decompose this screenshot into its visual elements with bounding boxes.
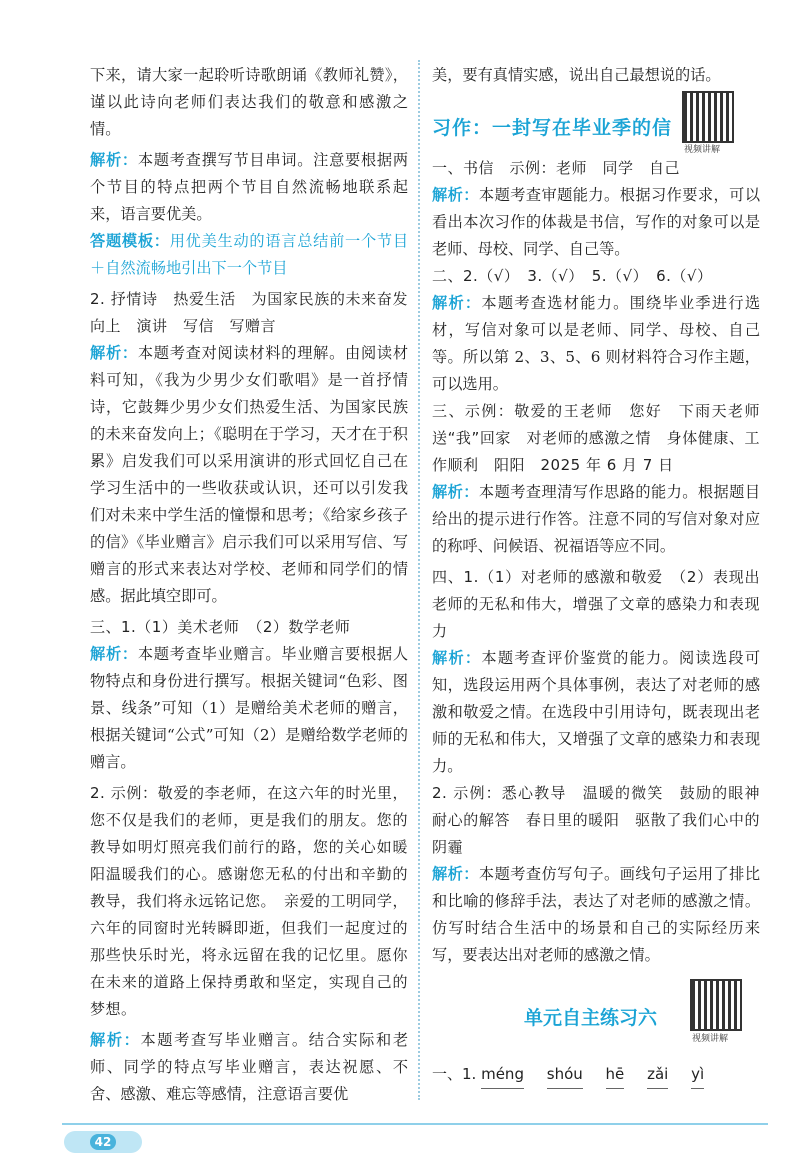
answer-4-2: 2. 示例：悉心教导 温暖的微笑 鼓励的眼神 耐心的解答 春日里的暖阳 驱散了我们心中的阴霾 [432,784,776,856]
page-number-badge [64,1131,142,1153]
answer-2: 二、2.（√） 3.（√） 5.（√） 6.（√） [432,267,713,285]
analysis-3: 解析：本题考查理清写作思路的能力。根据题目给出的提示进行作答。注意不同的写信对象对应的称呼、问候语、祝福语等应不同。 [432,483,760,555]
analysis-label: 解析： [90,151,138,169]
pinyin-line [432,1061,760,1089]
qr-code-icon[interactable] [690,979,742,1031]
analysis-4: 解析：本题考查评价鉴赏的能力。阅读选段可知，选段运用两个具体事例，表达了对老师的感激和敬爱之情。在选段中引用诗句，既表现出老师的无私和伟大，又增强了文章的感染力和表现力。 [432,649,761,775]
footer-line [62,1123,768,1125]
analysis-5: 解析：本题考查仿写句子。画线句子运用了排比和比喻的修辞手法，表达了对老师的感激之情。仿写时结合生活中的场景和自己的实际经历来写，要表达出对老师的感激之情。 [432,865,760,964]
left-column [90,62,408,1108]
qr-caption: 视频讲解 [692,1034,729,1044]
pinyin-prefix: 一、1. [432,1065,477,1083]
page-number: 42 [90,1134,117,1150]
template-label: 答题模板： [90,232,170,250]
section-title: 习作：一封写在毕业季的信 [432,117,673,139]
qr-code-icon[interactable] [682,91,734,143]
section-header [432,89,760,155]
pinyin-item: méng [481,1061,524,1089]
answer-4-1: 四、1.（1）对老师的感激和敬爱 （2）表现出老师的无私和伟大，增强了文章的感染力和表现力 [432,568,760,640]
analysis-2: 解析：本题考查选材能力。围绕毕业季进行选材，写信对象可以是老师、同学、母校、自己等。所以第 2、3、5、6 则材料符合习作主题，可以选用。 [432,294,761,393]
analysis-3: 解析：本题考查毕业赠言。毕业赠言要根据人物特点和身份进行撰写。根据关键词“色彩、图景、线条”可知（1）是赠给美术老师的赠言，根据关键词“公式”可知（2）是赠给数学老师的赠言。 [90,645,408,771]
pinyin-item: shóu [547,1061,583,1089]
answer-3-1: 三、1.（1）美术老师 （2）数学老师 [90,618,351,636]
answer-2: 2. 抒情诗 热爱生活 为国家民族的未来奋发向上 演讲 写信 写赠言 [90,290,408,335]
answer-template: 答题模板：用优美生动的语言总结前一个节目＋自然流畅地引出下一个节目 [90,232,408,277]
paragraph: 美，要有真情实感，说出自己最想说的话。 [432,66,721,84]
answer-1: 一、书信 示例：老师 同学 自己 [432,159,681,177]
unit-header [432,969,760,1061]
answer-3-2: 2. 示例：敬爱的李老师，在这六年的时光里，您不仅是我们的老师，更是我们的朋友。您的教导如明灯照亮我们前行的路，您的关心如暖阳温暖我们的心。感谢您无私的付出和辛勤的教导，我们将永远铭记您。 亲爱的工明同学，六年的同窗时光转瞬即逝，但我们一起度过的那些快乐时光，将永远留在我的记忆里。愿你在未来的道路上保持勇敢和坚定，实现自己的梦想。 [90,784,409,1018]
answer-3: 三、示例：敬爱的王老师 您好 下雨天老师送“我”回家 对老师的感激之情 身体健康、工作顺利 阳阳 2025 年 6 月 7 日 [432,402,760,474]
pinyin-item: zǎi [647,1061,668,1089]
pinyin-item: yì [691,1061,704,1089]
paragraph: 下来，请大家一起聆听诗歌朗诵《教师礼赞》，谨以此诗向老师们表达我们的敬意和感激之情。 [90,66,408,138]
unit-title: 单元自主练习六 [524,1007,658,1029]
pinyin-item: hē [606,1061,625,1089]
analysis-4: 解析：本题考查写毕业赠言。结合实际和老师、同学的特点写毕业赠言，表达祝愿、不舍、感激、难忘等感情，注意语言要优 [90,1031,409,1103]
right-column [432,62,776,1089]
qr-caption: 视频讲解 [684,145,721,155]
column-divider [418,60,420,1100]
analysis-1: 解析：本题考查审题能力。根据习作要求，可以看出本次习作的体裁是书信，写作的对象可以是老师、母校、同学、自己等。 [432,186,760,258]
analysis-1: 解析：本题考查撰写节目串词。注意要根据两个节目的特点把两个节目自然流畅地联系起来，语言要优美。 [90,151,408,223]
analysis-2: 解析：本题考查对阅读材料的理解。由阅读材料可知，《我为少男少女们歌唱》是一首抒情诗，它鼓舞少男少女们热爱生活、为国家民族的未来奋发向上；《聪明在于学习，天才在于积累》启发我们可以采用演讲的形式回忆自己在学习生活中的一些收获或认识，还可以引发我们对未来中学生活的憧憬和思考；《给家乡孩子的信》《毕业赠言》启示我们可以采用写信、写赠言的形式来表达对学校、老师和同学们的情感。据此填空即可。 [90,344,408,605]
